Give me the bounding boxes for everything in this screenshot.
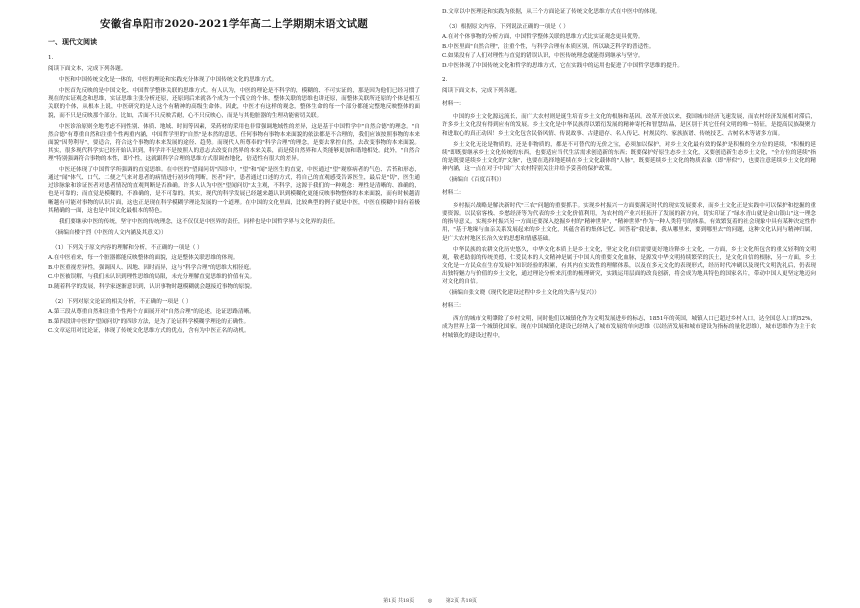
answer-option: D.中医体现了中国传统文化和哲学的思维方式，它在实践中的运用也促进了中国哲学思维的提升。 — [442, 62, 684, 69]
passage-paragraph: 中医诊治原则全地考虑不同性别、体质、地域、时间等因素，采药材的采用也非常强调地域性的差异，这是基于中国哲学中"自然合德"的理念。"自然合德"有尊重自然和注重个性两重内涵，中国哲学里的"自然"是本然的意思，任何事物有事物本来面貌的依法都是不合理的，我们应该按照事物的本来面貌"因势利导"，要适合，符合这个事物的本来发展的途径、趋势。而现代人所尊奉的"科学合理"的理念，是要去掌控自然，去改变事物的本来面貌。其实，很多现代科学实已经开始认识到，科学并不是按照人的意志去改变自然界的本来关系，而是使自然界和人类能够更加和谐地相处。此外，"自然合理"特别强调符合事物的本性，即个性，这就跟科学合理的思维方式很调查地化，倍适性有很大的差异。 — [48, 123, 420, 163]
answer-option: D.文章以中医理论和实践为依据，从三个方面论证了传统文化思维方式在中医中的体现。 — [442, 9, 661, 15]
question-stem: （3）根据原文内容，下列说法正确的一项是（ ） — [446, 24, 569, 31]
page-number-right: 第2页 共18页 — [445, 598, 477, 604]
page-footer — [0, 597, 860, 604]
answer-option: C.中医被误解，与我们未认识到理性思维的局限，未充分理解直觉思维的价值有关。 — [48, 274, 256, 281]
material-paragraph: 中国的乡土文化源远流长，而广大农村则是诞生培育乡土文化的根脉和基因。改革开放以来，我国城市经济飞速发展，而农村经济发展相对滞后，许多乡土文化没有得到应有的发展。乡土文化是中华民族得以繁衍发展的精神寄托和智慧结晶，是区别于其它任何文明的唯一特征，是提高民族凝聚力和进取心的真正动因！乡土文化包含民俗风情、传说故事、古建遗存、名人传记、村规民约、家族族谱、传统技艺、古树名木等诸多方面。 — [442, 114, 816, 137]
material-paragraph: 乡村振兴战略是解决新时代"三农"问题的重要抓手。实现乡村振兴一方面要满足时代的现实发展要求，而乡土文化正是实践中可以保护和挖掘的重要资源。以民宿客栈、乡愁经济等为代表的乡土文化价值利用，为农村的产业兴旺拓开了发展的新方向，切实印证了"绿水青山就是金山银山"这一理念的指导意义。实现乡村振兴另一方面还要深入挖掘乡村的"精神世界"，"精神世界"作为一种人类符号的体系，有效繁复着的社会现象中具有某种决定性作用，"基于地缘与血亲关系发展起来的乡土文化，其蕴含着的集体记忆、回答着"我是谁，我从哪里来，要到哪里去"的问题，这种文化认同与精神归属，是广大农村地区长治久安的思想和情感基础。 — [442, 203, 816, 242]
answer-option: B.中医重视差异性，强调因人、因地、因时而异，这与"科学合理"的思维大相径庭。 — [48, 264, 255, 271]
exam-title: 安徽省阜阳市2020-2021学年高二上学期期末语文试题 — [100, 18, 368, 30]
page-separator: ◎ — [427, 598, 433, 604]
material-paragraph: 中华民族的农耕文化历史悠久，中华文化本质上是乡土文化，坚定文化自信需要更好地诠释乡土文化，一方面，乡土文化所包含的重义轻利的文明观，敬老助弱的传统美德，仁爱民本的人文精神是属于中国人的重要文化血脉，是源发中华文明持续繁荣的沃土，是文化自信的根脉，另一方面，乡土文化是一方民众在生存发展中知识经验的积累，有其内在实效性的理解体系，以及在多元文化的表现形式，经历时代冲刷以及现代文明洗礼后，仍表现出独特魅力与价值的乡土文化，通过理论分析来沉重的梳理研究，实践运用层面的改良创新，将会成为地具特色的国家名片，带动中国人更坚定地迈向对文化的自信。 — [442, 246, 816, 286]
answer-option: C.如果没有了人们对理性与直觉的错误认识，中医传统理念就能得到继承与坚守。 — [442, 53, 644, 60]
source-citation: （摘编自《百度百科》） — [446, 177, 505, 183]
instruction-text: 阅读下面文本，完成下列各题。 — [442, 88, 521, 95]
material-label: 材料一： — [442, 101, 465, 108]
passage-paragraph: 中医和中国传统文化是一体的，中医的理论和实践充分体现了中国传统文化的思维方式。 — [59, 77, 278, 84]
passage-paragraph: 中医还体现了中国哲学所强调的直觉思维。在中医的"望闻问切"四诊中，"望"和"闻"是医生的直觉，中医通过"望"观察病者的气色、舌苔和形态，通过"闻"体气、口气、二便之气来对患者的病情进行初步的判断，医者"问"，患者通过口述的方式，将自己的直观感受告诉医生，最后是"切"，医生通过诊脉象和诊证医者对患者情况的直观判断是否准确。许多人认为中医"望闻问切"太主观，不科学，这源于我们的一种观念：理性是清晰的、准确的，也是可靠的；而直觉是模糊的，不准确的，是不可靠的。其实，现代的科学发展已经越来越认识到模糊化更能反映事物整体的本来面貌，而有时候越清晰越有可能对事物的认识片面，这也正是现在科学模糊学理论发展的一个道理。在中国的文化里面，比较典型的例子就是中医，中医在模糊中间有着极其精确的一面，这也是中国文化最根本的特色。 — [48, 167, 420, 214]
instruction-text: 阅读下面文本，完成下列各题。 — [48, 66, 127, 73]
material-paragraph: 乡土文化无论是物质的，还是非物质的，都是不可替代的无价之宝，必须加以保护，对乡土文化最有效的保护是积极的全方位的延续，"积极的延续"即既要继承乡土文化传统的东西，也要适应当代生活需求创造新的东西；既要保护好原生态乡土文化，又要创造新生态乡土文化，"全方位的延续"指的是既要延续乡土文化的"文脉"，也要在选择地延续在乡土文化载体的"人脉"，既要延续乡土文化的物质表象（即"形似"），也要注意延续乡土文化的精神内涵，这一点在对于中国广大农村特别关注并给予妥善的保护政策。 — [442, 141, 816, 172]
answer-option: C.文章运用对比论证，体现了传统文化思维方式的优点，含有为中医正名的动机。 — [48, 328, 250, 335]
material-label: 材料三： — [442, 303, 465, 310]
passage-paragraph: 中医首先反映的是中国文化、中国哲学整体关联的思维方式。有人认为，中医的理论是不科学的，模糊的、不可实证的，那是因为他们已经习惯了现在的实证观念和思维，实证思维主张分析还原，还原到后来就各个成为一个孤立的个体。整体关联的思维也讲还原，而整体关联所还原的个体是相互关联的个体，从根本上说，中医研究的是人这个有精神的高级生命体。因此，中医才有这样的观念，整体生命的每一个部分都能完整地反映整体的面貌，而不只是反映那个部分。比如，舌面不只反映舌耐，心不只反映心，而是与其他脏器的生理功能密切关联。 — [48, 88, 420, 119]
answer-option: A.在中医看来，每一个脏器都能反映整体的面貌，这是整体关联思维的体现。 — [48, 254, 239, 261]
page-number-left: 第1页 共18页 — [383, 598, 415, 604]
question-stem: （1）下列关于原文内容的理解和分析，不正确的一项是（ ） — [52, 244, 203, 251]
source-citation: （摘编自张文晓《现代化建设过程中乡土文化的失落与复兴》） — [446, 290, 600, 297]
answer-option: D.随着科学的发展，科学家逐渐意识到，认识事物时越模糊就会越接近事物的原貌。 — [48, 283, 256, 290]
answer-option: A.第三段从尊重自然和注重个性两个方面展开对"自然合理"的论述，论证思路清晰。 — [48, 308, 255, 315]
question-number: 1. — [48, 55, 54, 61]
answer-option: B.中医里面"自然合理"，注重个性，与科学合理有本质区别，所以缺乏科学的普适性。 — [442, 43, 655, 50]
question-stem: （2）下列对原文论证的相关分析，不正确的一项是（ ） — [52, 298, 192, 305]
passage-paragraph: 我们要继承中医的传统，坚守中医的传统理念，这不仅仅是中医界的责任，同样也是中国哲学界与文化界的责任。 — [59, 218, 339, 225]
question-number: 2. — [442, 77, 448, 84]
right-page — [427, 0, 860, 608]
answer-option: A.在对个体事物的分析方面，中国哲学整体关联的思维方式比实证观念更具优势。 — [442, 34, 644, 41]
section-heading: 一、现代文阅读 — [48, 37, 97, 46]
source-citation: （摘编自楼宇烈《中医的人文内涵及其意义》） — [52, 229, 167, 236]
material-label: 材料二： — [442, 190, 465, 197]
material-paragraph: 西方的城市文明肇除了乡村文明，同时他们以城镇化作为文明发展进步的标志，1851年的英国，城镇人口已超过乡村人口，达全国总人口的52%，成为世界上第一个城镇化国家。现在中国城镇化建设已经纳入了城市发展的单向思维（以经济发展和城市建设为指标的量化思维），城市思维作为主于农村城镇化的建设过程中， — [442, 316, 816, 339]
answer-option: B.第四段讲中医的"望闻问切"的四诊方法，是为了论证科学模糊学理论的正确性。 — [48, 318, 250, 325]
